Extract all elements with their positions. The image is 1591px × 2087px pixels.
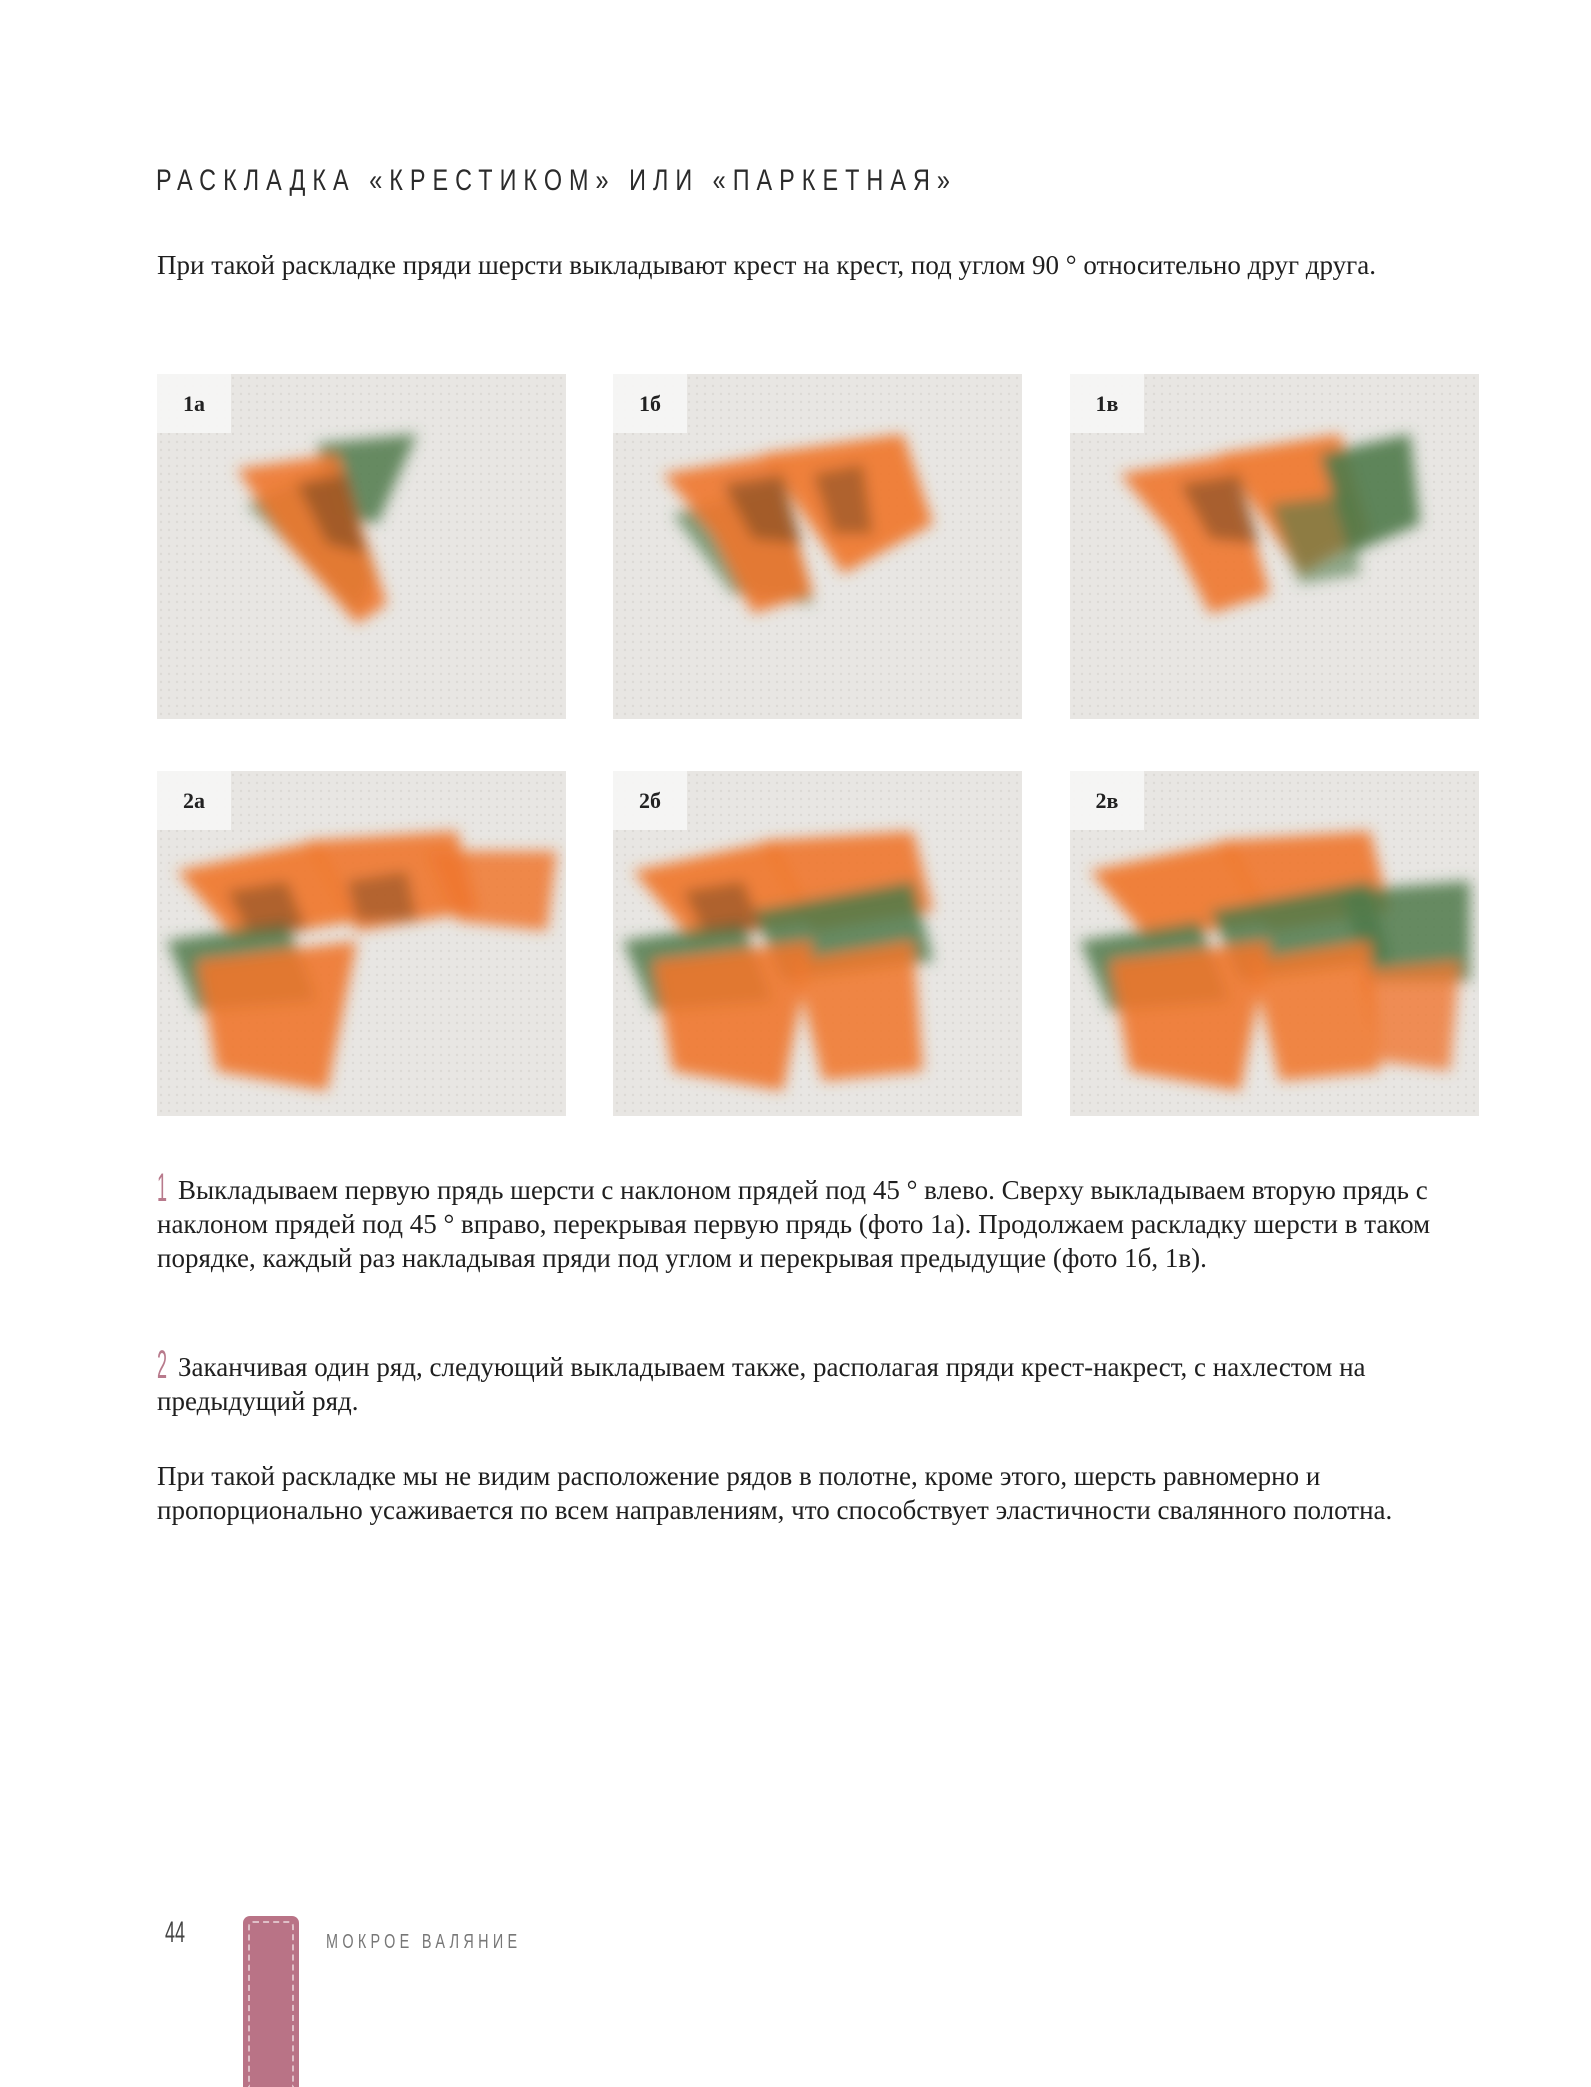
photo-label-1a: 1а: [157, 374, 231, 433]
photo-label-1b: 1б: [613, 374, 687, 433]
step-2: [157, 1343, 1477, 1418]
running-footer-title: МОКРОЕ ВАЛЯНИЕ: [326, 1931, 522, 1953]
page-number: 44: [165, 1916, 186, 1949]
photo-label-1c: 1в: [1070, 374, 1144, 433]
step-number: 2: [157, 1343, 168, 1387]
step-number: 1: [157, 1166, 168, 1210]
photo-1a: [157, 374, 566, 719]
photo-2c: [1070, 771, 1479, 1116]
intro-paragraph: При такой раскладке пряди шерсти выкладывают крест на крест, под углом 90 ° относительно друг друга.: [157, 250, 1376, 280]
page-title: РАСКЛАДКА «КРЕСТИКОМ» ИЛИ «ПАРКЕТНАЯ»: [156, 164, 957, 197]
photo-1b: [613, 374, 1022, 719]
step-1: [157, 1166, 1477, 1275]
step-text: Заканчивая один ряд, следующий выкладываем также, располагая пряди крест-накрест, с нахлестом на предыдущий ряд.: [157, 1352, 1366, 1416]
photo-label-2b: 2б: [613, 771, 687, 830]
photo-2b: [613, 771, 1022, 1116]
step-text: Выкладываем первую прядь шерсти с наклоном прядей под 45 ° влево. Сверху выкладываем вторую прядь с наклоном прядей под 45 ° вправо, перекрывая первую прядь (фото 1а). Продолжаем раскладку шерсти в таком порядке, каждый раз накладывая пряди под углом и перекрывая предыдущие (фото 1б, 1в).: [157, 1175, 1431, 1273]
photo-1c: [1070, 374, 1479, 719]
photo-label-2a: 2а: [157, 771, 231, 830]
bookmark-ribbon: [243, 1916, 299, 2087]
closing-paragraph: При такой раскладке мы не видим расположение рядов в полотне, кроме этого, шерсть равномерно и пропорционально усаживается по всем направлениям, что способствует эластичности свалянного полотна.: [157, 1461, 1393, 1525]
photo-label-2c: 2в: [1070, 771, 1144, 830]
photo-2a: [157, 771, 566, 1116]
